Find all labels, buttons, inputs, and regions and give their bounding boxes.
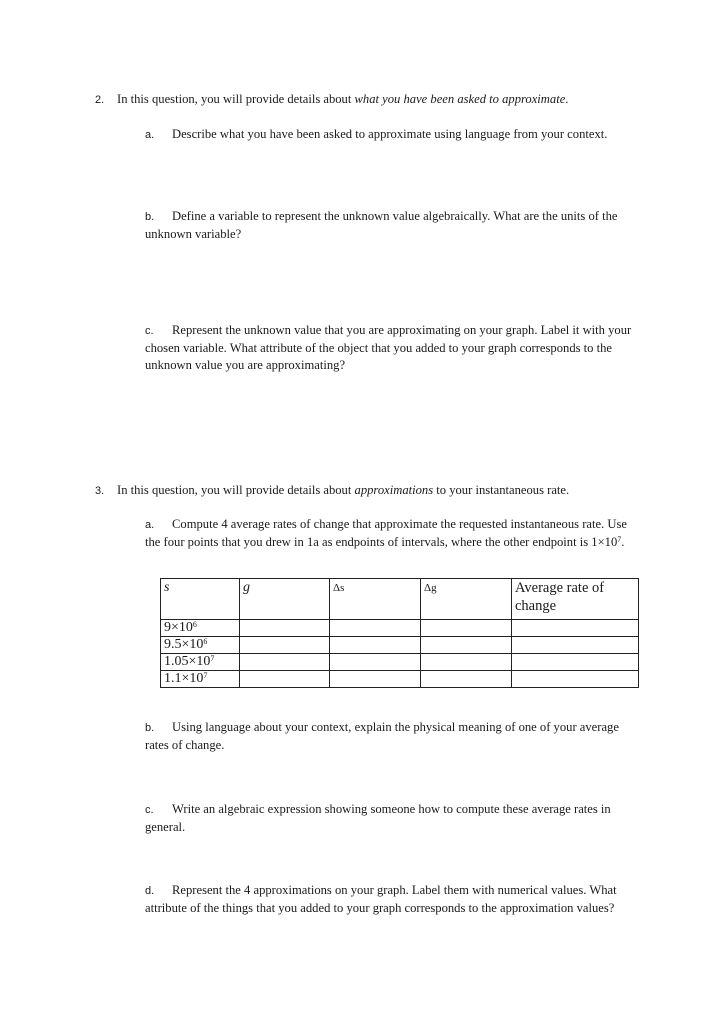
cell-delta-g[interactable] <box>421 637 512 654</box>
table-row <box>161 671 639 688</box>
cell-delta-g[interactable] <box>421 620 512 637</box>
cell-s: $9.5\times 10^6$ <box>161 637 240 654</box>
question-2c-text: Represent the unknown value that you are approximating on your graph. Label it with your chosen variable. What attribute of the object that you added to your graph corresponds to the unknown value you are approximating? <box>145 323 632 372</box>
question-2b-text: Define a variable to represent the unknown value algebraically. What are the units of the unknown variable? <box>145 209 618 241</box>
cell-g[interactable] <box>240 620 330 637</box>
cell-g[interactable] <box>240 637 330 654</box>
header-s: s <box>161 579 240 620</box>
rates-table <box>160 578 639 688</box>
header-average-rate: Average rate of change <box>512 579 639 620</box>
question-2a <box>145 126 635 144</box>
question-2c-label: c. <box>145 325 154 337</box>
cell-delta-s[interactable] <box>330 654 421 671</box>
question-3b <box>145 719 640 754</box>
question-2-number: 2. <box>95 94 105 106</box>
question-3a-text: Compute 4 average rates of change that approximate the requested instantaneous rate. Use the four points that you drew in 1a as endpoints of intervals, where the other endpoint is $1\times 10^7$. <box>145 517 627 549</box>
question-3-number: 3. <box>95 485 105 497</box>
question-2-text: In this question, you will provide details about what you have been asked to approximate. <box>117 92 569 106</box>
question-3a <box>145 516 640 551</box>
cell-delta-s[interactable] <box>330 620 421 637</box>
cell-average-rate[interactable] <box>512 671 639 688</box>
header-delta-s: Δs <box>330 579 421 620</box>
table-header-row <box>161 579 639 620</box>
question-2 <box>95 91 585 109</box>
question-3d-text: Represent the 4 approximations on your graph. Label them with numerical values. What attribute of the things that you added to your graph corresponds to the approximation values? <box>145 883 617 915</box>
cell-s: $1.1\times 10^7$ <box>161 671 240 688</box>
cell-average-rate[interactable] <box>512 654 639 671</box>
cell-g[interactable] <box>240 671 330 688</box>
question-2c <box>145 322 640 374</box>
question-3c <box>145 801 615 836</box>
question-2b-label: b. <box>145 211 155 223</box>
cell-delta-g[interactable] <box>421 654 512 671</box>
question-3b-label: b. <box>145 722 155 734</box>
question-2b <box>145 208 635 243</box>
table-row <box>161 654 639 671</box>
question-3c-label: c. <box>145 804 154 816</box>
question-3d <box>145 882 640 917</box>
cell-average-rate[interactable] <box>512 637 639 654</box>
table-row <box>161 637 639 654</box>
question-3-text: In this question, you will provide details about approximations to your instantaneous rate. <box>117 483 570 497</box>
table-row <box>161 620 639 637</box>
cell-s: $1.05\times 10^7$ <box>161 654 240 671</box>
question-3b-text: Using language about your context, explain the physical meaning of one of your average rates of change. <box>145 720 619 752</box>
question-3c-text: Write an algebraic expression showing someone how to compute these average rates in general. <box>145 802 611 834</box>
header-g: g <box>240 579 330 620</box>
header-delta-g: Δg <box>421 579 512 620</box>
question-3d-label: d. <box>145 885 155 897</box>
cell-average-rate[interactable] <box>512 620 639 637</box>
question-3a-label: a. <box>145 519 155 531</box>
cell-delta-s[interactable] <box>330 671 421 688</box>
cell-g[interactable] <box>240 654 330 671</box>
cell-delta-g[interactable] <box>421 671 512 688</box>
question-3 <box>95 482 620 500</box>
question-2a-label: a. <box>145 129 155 141</box>
cell-s: $9\times 10^6$ <box>161 620 240 637</box>
cell-delta-s[interactable] <box>330 637 421 654</box>
question-2a-text: Describe what you have been asked to approximate using language from your context. <box>172 127 608 141</box>
